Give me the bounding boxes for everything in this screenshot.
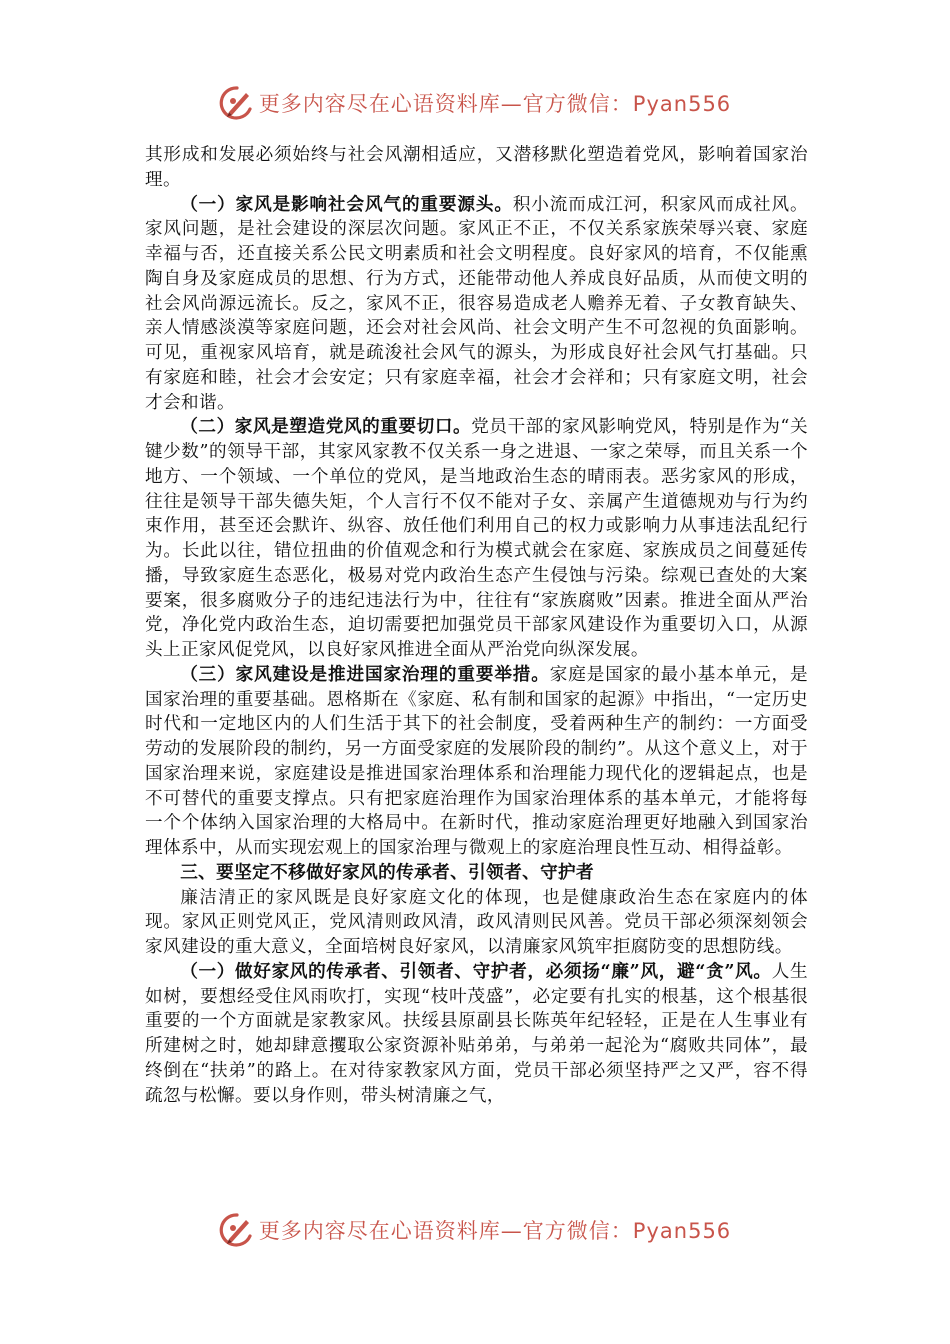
section-heading: （三）家风建设是推进国家治理的重要举措。 [180,663,550,685]
paragraph-continuation [145,143,808,193]
paragraph-text: 积小流而成江河，积家风而成社风。家风问题，是社会建设的深层次问题。家风正不正，不仅关系家族荣辱兴衰、家庭幸福与否，还直接关系公民文明素质和社会文明程度。良好家风的培育，不仅能熏陶自身及家庭成员的思想、行为方式，还能带动他人养成良好品质，从而使文明的社会风尚源远流长。反之，家风不正，很容易造成老人赡养无着、子女教育缺失、亲人情感淡漠等家庭问题，还会对社会风尚、社会文明产生不可忽视的负面影响。可见，重视家风培育，就是疏浚社会风气的源头，为形成良好社会风气打基础。只有家庭和睦，社会才会安定；只有家庭幸福，社会才会祥和；只有家庭文明，社会才会和谐。 [145,194,809,413]
paragraph-section-1 [145,193,808,416]
banner-text: 更多内容尽在心语资料库—官方微信：Pyan556 [258,92,732,116]
pen-circle-logo-icon [219,1212,255,1248]
paragraph-section-3 [145,663,808,861]
section-heading: （一）做好家风的传承者、引领者、守护者，必须扬“廉”风，避“贪”风。 [180,960,772,982]
header-banner [0,83,950,123]
paragraph-subsection-1 [145,960,808,1109]
section-heading: （一）家风是影响社会风气的重要源头。 [180,193,513,215]
paragraph-text: 家庭是国家的最小基本单元，是国家治理的重要基础。恩格斯在《家庭、私有制和国家的起源》中指出，“一定历史时代和一定地区内的人们生活于其下的社会制度，受着两种生产的制约：一方面受劳动的发展阶段的制约，另一方面受家庭的发展阶段的制约”。从这个意义上，对于国家治理来说，家庭建设是推进国家治理体系和治理能力现代化的逻辑起点，也是不可替代的重要支撑点。只有把家庭治理作为国家治理体系的基本单元，才能将每一个个体纳入国家治理的大格局中。在新时代，推动家庭治理更好地融入到国家治理体系中，从而实现宏观上的国家治理与微观上的家庭治理良性互动、相得益彰。 [145,664,808,858]
chapter-heading [145,861,808,886]
banner-text: 更多内容尽在心语资料库—官方微信：Pyan556 [258,1219,732,1243]
section-heading: （二）家风是塑造党风的重要切口。 [180,416,472,438]
footer-banner [0,1210,950,1250]
pen-circle-logo-icon [219,85,255,121]
document-body [145,143,808,1108]
paragraph-intro [145,886,808,960]
paragraph-section-2 [145,415,808,663]
paragraph-text: 其形成和发展必须始终与社会风潮相适应，又潜移默化塑造着党风，影响着国家治理。 [145,145,808,190]
chapter-heading-text: 三、要坚定不移做好家风的传承者、引领者、守护者 [180,861,595,883]
paragraph-text: 人生如树，要想经受住风雨吹打，实现“枝叶茂盛”，必定要有扎实的根基，这个根基很重要的一个方面就是家教家风。扶绥县原副县长陈英年纪轻轻，正是在人生事业有所建树之时，她却肆意攫取公家资源补贴弟弟，与弟弟一起沦为“腐败共同体”，最终倒在“扶弟”的路上。在对待家教家风方面，党员干部必须坚持严之又严，容不得疏忽与松懈。要以身作则，带头树清廉之气， [145,961,808,1106]
paragraph-text: 党员干部的家风影响党风，特别是作为“关键少数”的领导干部，其家风家教不仅关系一身之进退、一家之荣辱，而且关系一个地方、一个领域、一个单位的党风，是当地政治生态的晴雨表。恶劣家风的形成，往往是领导干部失德失矩，个人言行不仅不能对子女、亲属产生道德规劝与行为约束作用，甚至还会默许、纵容、放任他们利用自己的权力或影响力从事违法乱纪行为。长此以往，错位扭曲的价值观念和行为模式就会在家庭、家族成员之间蔓延传播，导致家庭生态恶化，极易对党内政治生态产生侵蚀与污染。综观已查处的大案要案，很多腐败分子的违纪违法行为中，往往有“家族腐败”因素。推进全面从严治党，净化党内政治生态，迫切需要把加强党员干部家风建设作为重要切入口，从源头上正家风促党风，以良好家风推进全面从严治党向纵深发展。 [145,417,808,660]
paragraph-text: 廉洁清正的家风既是良好家庭文化的体现，也是健康政治生态在家庭内的体现。家风正则党风正，党风清则政风清，政风清则民风善。党员干部必须深刻领会家风建设的重大意义，全面培树良好家风，以清廉家风筑牢拒腐防变的思想防线。 [145,887,808,957]
